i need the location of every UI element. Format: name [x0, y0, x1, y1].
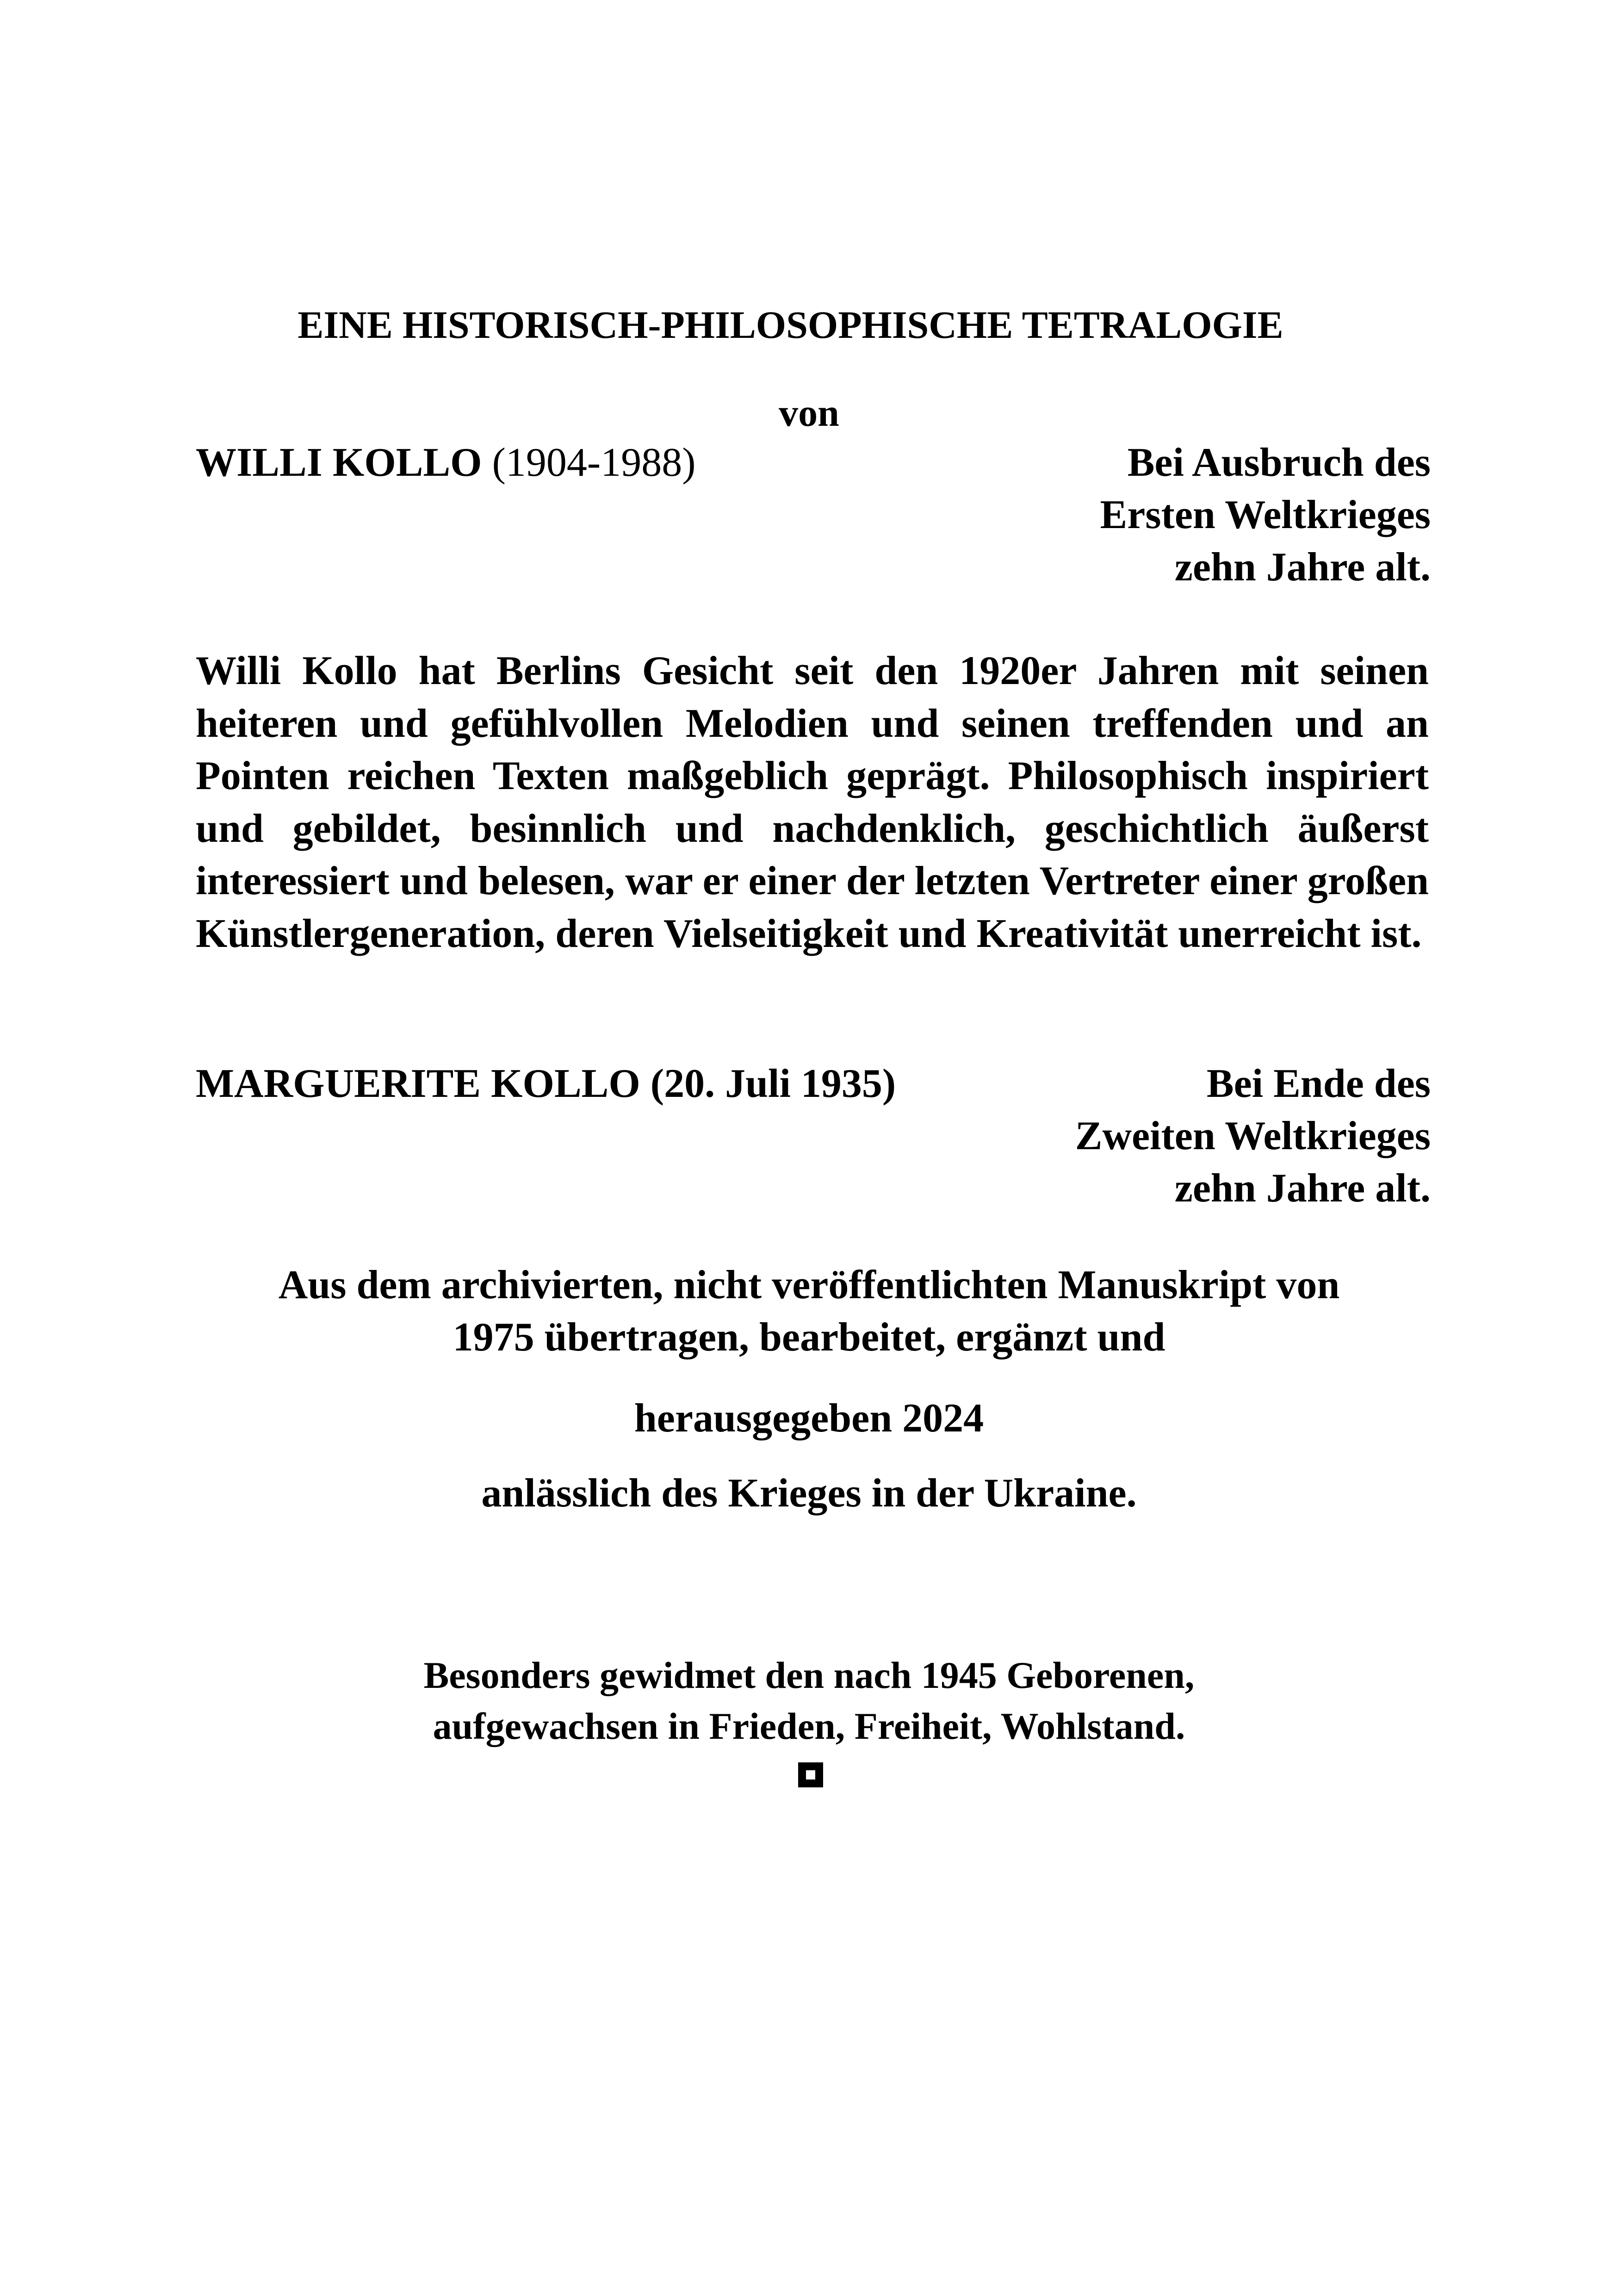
author1-note-line: Bei Ausbruch des: [1127, 440, 1431, 485]
author2-heading: MARGUERITE KOLLO (20. Juli 1935): [196, 1061, 896, 1106]
author1-note: [968, 436, 1431, 593]
publication-line: herausgegeben 2024: [634, 1396, 984, 1441]
dedication-line: Besonders gewidmet den nach 1945 Geborenen,: [423, 1654, 1195, 1696]
author2-note-line: Bei Ende des: [1206, 1061, 1431, 1106]
source-line: Aus dem archivierten, nicht veröffentlichten Manuskript von: [278, 1263, 1340, 1307]
author1-note-line: Ersten Weltkrieges: [1100, 492, 1431, 537]
title-text: EINE HISTORISCH-PHILOSOPHISCHE TETRALOGIE: [298, 304, 1283, 347]
source-statement: [0, 1259, 1618, 1363]
author2-note-line: Zweiten Weltkrieges: [1075, 1114, 1431, 1158]
dedication: [0, 1650, 1618, 1752]
biography-paragraph: Willi Kollo hat Berlins Gesicht seit den 1920er Jahren mit seinen heiteren und gefühlvollen Melodien und seinen treffenden und an Pointen reichen Texten maßgeblich geprägt. Philosophisch inspiriert und gebildet, besinnlich und nachdenklich, geschichtlich äußerst interessiert und belesen, war er einer der letzten Vertreter einer großen Künstlergeneration, deren Vielseitigkeit und Kreativität unerreicht ist.: [196, 648, 1429, 956]
document-title: [0, 300, 1618, 351]
author1-heading: [196, 436, 696, 489]
end-of-text-square-icon: [798, 1762, 823, 1787]
author2-note-line: zehn Jahre alt.: [1174, 1166, 1431, 1211]
by-line: von: [779, 392, 839, 435]
dedication-line: aufgewachsen in Frieden, Freiheit, Wohlstand.: [433, 1705, 1185, 1747]
author1-note-line: zehn Jahre alt.: [1174, 545, 1431, 590]
author2-note: [968, 1058, 1431, 1214]
author1-name: WILLI KOLLO: [196, 440, 482, 485]
source-line: 1975 übertragen, bearbeitet, ergänzt und: [453, 1315, 1165, 1360]
author1-years: (1904-1988): [492, 440, 696, 485]
occasion-line: anlässlich des Krieges in der Ukraine.: [481, 1471, 1137, 1516]
